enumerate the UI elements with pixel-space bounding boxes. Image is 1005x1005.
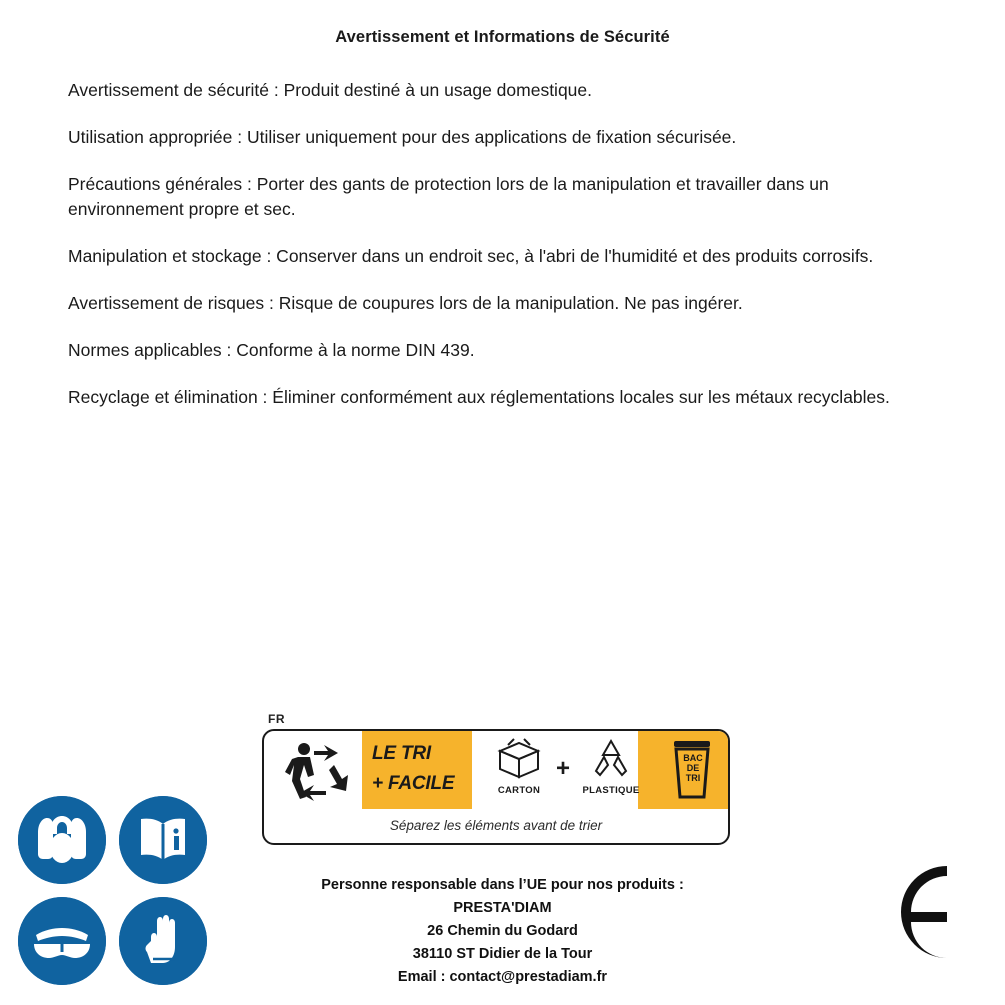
triman-language-tag: FR [268,712,285,726]
ce-mark-icon [797,856,947,968]
triman-bin-line2: DE [686,763,700,773]
triman-footer-text: Séparez les éléments avant de trier [389,817,603,833]
paragraph-safety-warning: Avertissement de sécurité : Produit destiné à un usage domestique. [68,80,593,100]
triman-material-plastique [572,735,650,796]
responsible-person-prefix: Personne responsable dans l’ [321,877,527,893]
paragraph-handling-storage: Manipulation et stockage : Conserver dans un endroit sec, à l'abri de l'humidité et des produits corrosifs. [68,246,874,266]
responsible-person-suffix: pour nos produits : [546,877,684,893]
paragraph-proper-use: Utilisation appropriée : Utiliser uniquement pour des applications de fixation sécurisée. [68,127,737,147]
triman-figure-icon [268,735,360,807]
triman-bin-line1: BAC [683,753,703,763]
company-street: 26 Chemin du Godard [427,923,578,939]
responsible-person-eu: UE [526,877,547,893]
paragraph-risk-warning: Avertissement de risques : Risque de coupures lors de la manipulation. Ne pas ingérer. [68,293,743,313]
paragraph-general-precautions: Précautions générales : Porter des gants de protection lors de la manipulation et travailler dans un environnement propre et sec. [68,174,829,219]
triman-bin-label [676,753,710,783]
read-instructions-icon [119,796,207,884]
triman-box [262,729,730,845]
company-city: 38110 ST Didier de la Tour [412,946,593,962]
triman-plus-sign: + [556,755,571,782]
triman-bin-icon [662,737,722,808]
triman-material-carton [480,735,558,796]
company-email: Email : contact@prestadiam.fr [397,969,608,985]
ear-protection-icon [18,796,106,884]
triman-slogan [372,739,468,799]
paragraph-applicable-standards: Normes applicables : Conforme à la norme DIN 439. [68,340,475,360]
company-name: PRESTA'DIAM [453,900,552,916]
page-title: Avertissement et Informations de Sécurité [335,28,670,46]
triman-material-plastique-label: PLASTIQUE [582,785,640,796]
paragraph-recycling-disposal: Recyclage et élimination : Éliminer conformément aux réglementations locales sur les métaux recyclables. [68,387,890,407]
triman-slogan-line1: LE TRI [372,743,431,764]
triman-material-carton-label: CARTON [497,785,541,796]
triman-slogan-line2: + FACILE [372,773,455,794]
triman-bin-line3: TRI [685,773,701,783]
triman-recycling-banner [262,712,728,844]
safety-text-block [68,78,926,432]
